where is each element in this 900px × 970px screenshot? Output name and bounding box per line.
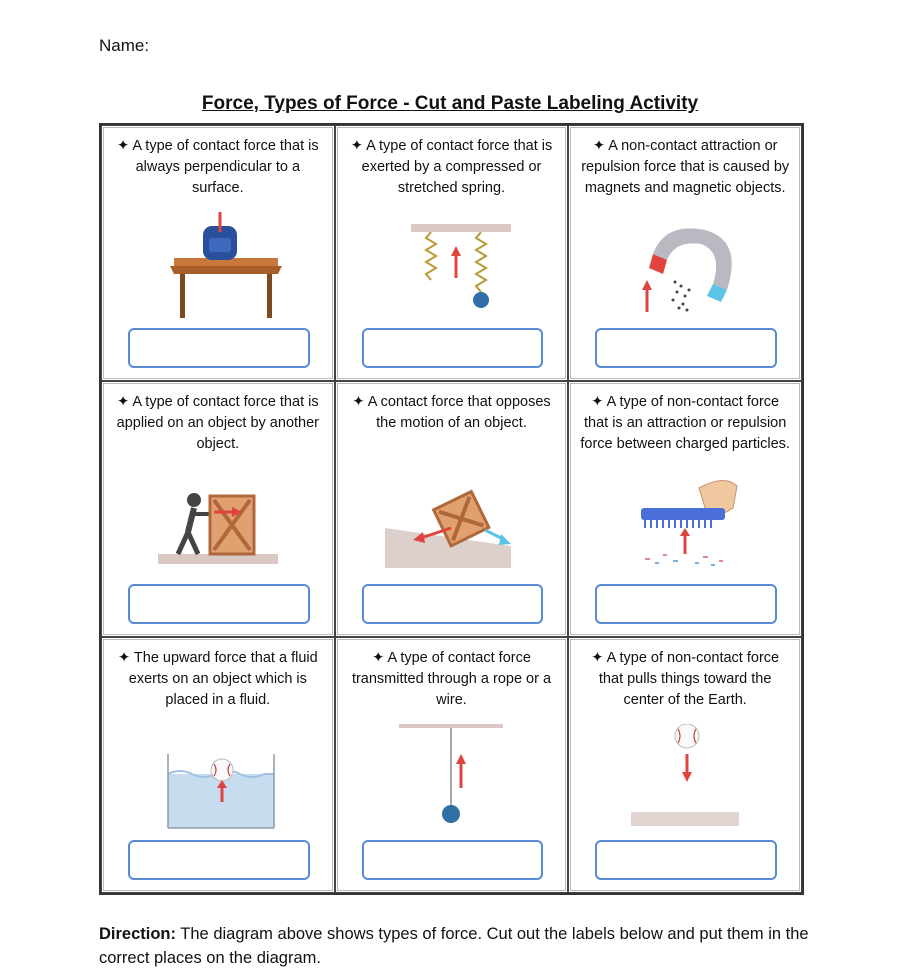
cell-description: ✦ A type of non-contact force that is an attraction or repulsion force between charged particles.: [580, 394, 790, 452]
hanging-ball-icon: [381, 724, 521, 834]
cell-applied-force: [101, 381, 335, 637]
cell-spring-force: [335, 125, 569, 381]
cell-description: ✦ A type of contact force that is applied on an object by another object.: [116, 394, 319, 452]
cell-description: ✦ A type of contact force that is always perpendicular to a surface.: [117, 138, 319, 196]
direction-label: Direction:: [99, 925, 177, 943]
magnet-icon: [615, 212, 755, 322]
springs-icon: [381, 212, 521, 322]
cell-description: ✦ A type of contact force transmitted through a rope or a wire.: [351, 650, 552, 708]
cell-description: ✦ A type of contact force that is exerted by a compressed or stretched spring.: [350, 138, 553, 196]
cell-normal-force: [101, 125, 335, 381]
ball-in-water-icon: [148, 724, 288, 834]
answer-box[interactable]: [362, 584, 544, 624]
answer-box[interactable]: [595, 840, 777, 880]
box-on-ramp-icon: [381, 468, 521, 578]
page-title: Force, Types of Force - Cut and Paste Labeling Activity: [201, 93, 699, 114]
name-label: Name:: [99, 36, 150, 55]
cell-tension-force: [335, 637, 569, 893]
person-pushing-box-icon: [148, 468, 288, 578]
answer-box[interactable]: [595, 328, 777, 368]
cell-gravitational-force: [568, 637, 802, 893]
direction-body: The diagram above shows types of force. Cut out the labels below and put them in the correct places on the diagram.: [99, 925, 809, 967]
answer-box[interactable]: [595, 584, 777, 624]
cell-description: ✦ A type of non-contact force that pulls things toward the center of the Earth.: [591, 650, 780, 708]
cell-friction-force: [335, 381, 569, 637]
answer-box[interactable]: [128, 584, 310, 624]
backpack-on-table-icon: [148, 212, 288, 322]
answer-box[interactable]: [128, 840, 310, 880]
answer-box[interactable]: [362, 840, 544, 880]
comb-icon: [615, 468, 755, 578]
answer-box[interactable]: [362, 328, 544, 368]
force-diagram-grid: [99, 123, 804, 895]
direction-text: [99, 922, 819, 970]
cell-buoyant-force: [101, 637, 335, 893]
falling-ball-icon: [615, 724, 755, 834]
answer-box[interactable]: [128, 328, 310, 368]
cell-description: ✦ A contact force that opposes the motion of an object.: [352, 394, 551, 431]
cell-description: ✦ A non-contact attraction or repulsion force that is caused by magnets and magnetic objects.: [581, 138, 790, 196]
cell-description: ✦ The upward force that a fluid exerts on an object which is placed in a fluid.: [117, 650, 318, 708]
cell-magnetic-force: [568, 125, 802, 381]
cell-electrostatic-force: [568, 381, 802, 637]
